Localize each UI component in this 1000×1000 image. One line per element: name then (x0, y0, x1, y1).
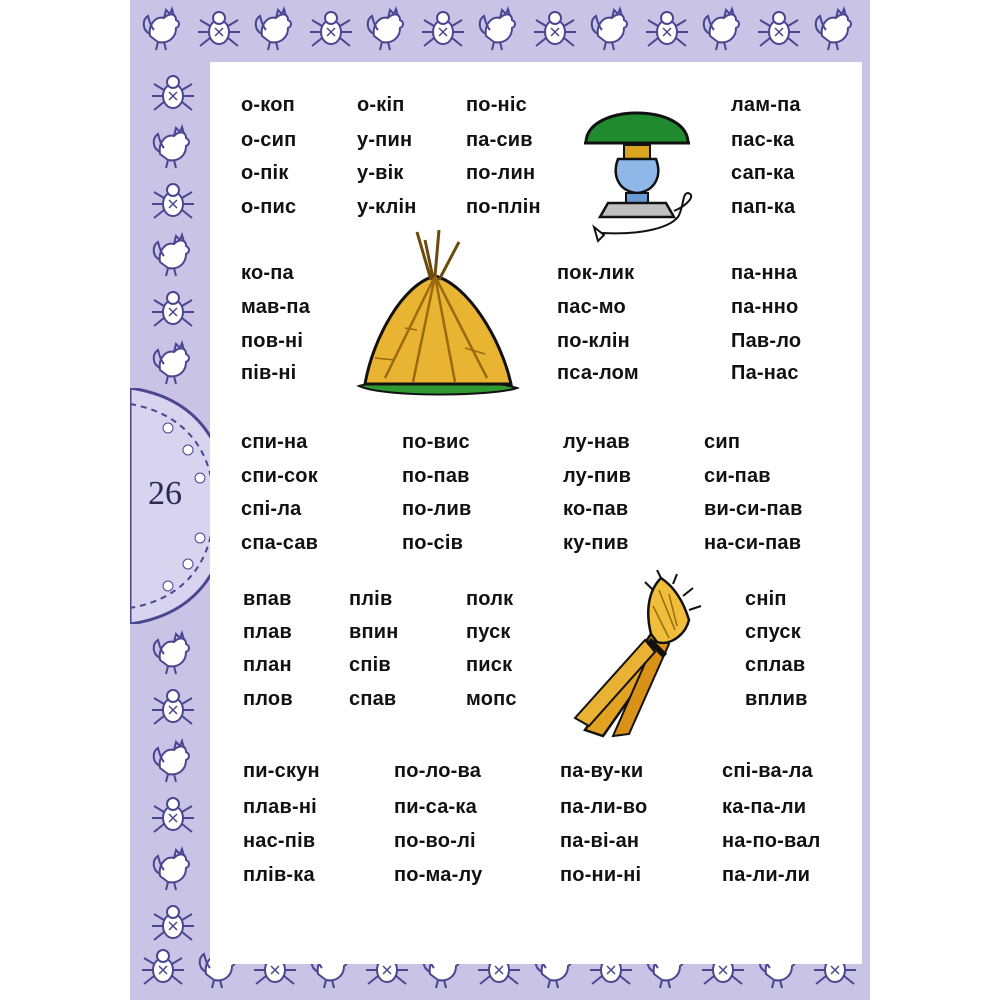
syllable-word: о-пік (241, 162, 289, 184)
syllable-word: о-коп (241, 94, 295, 116)
syllable-word: по-пав (402, 465, 470, 487)
rooster-icon (812, 6, 858, 52)
syllable-word: по-ло-ва (394, 760, 482, 782)
syllable-word: у-вік (357, 162, 404, 184)
spider-icon (150, 70, 196, 116)
rooster-icon (150, 340, 196, 386)
syllable-word: по-ма-лу (394, 864, 483, 886)
syllable-word: у-клін (357, 196, 417, 218)
syllable-word: пи-са-ка (394, 796, 477, 818)
syllable-word: лу-пив (563, 465, 632, 487)
syllable-word: пок-лик (557, 262, 635, 284)
syllable-word: па-ли-ли (722, 864, 811, 886)
rooster-icon (140, 6, 186, 52)
syllable-word: мав-па (241, 296, 311, 318)
haystack-icon (355, 228, 520, 400)
syllable-word: сап-ка (731, 162, 795, 184)
syllable-word: па-ву-ки (560, 760, 644, 782)
syllable-word: спав (349, 688, 397, 710)
syllable-word: Пав-ло (731, 330, 802, 352)
syllable-word: вплив (745, 688, 808, 710)
syllable-word: писк (466, 654, 513, 676)
syllable-word: пас-ка (731, 129, 795, 151)
syllable-word: по-ни-ні (560, 864, 642, 886)
syllable-word: па-сив (466, 129, 533, 151)
syllable-word: ви-си-пав (704, 498, 803, 520)
syllable-word: о-сип (241, 129, 297, 151)
syllable-word: плав-ні (243, 796, 317, 818)
syllable-word: план (243, 654, 292, 676)
syllable-word: си-пав (704, 465, 771, 487)
syllable-word: по-ніс (466, 94, 527, 116)
syllable-word: у-пин (357, 129, 413, 151)
rooster-icon (364, 6, 410, 52)
syllable-word: по-вис (402, 431, 470, 453)
syllable-word: плав (243, 621, 293, 643)
syllable-word: пуск (466, 621, 511, 643)
syllable-word: ко-пав (563, 498, 629, 520)
syllable-word: пап-ка (731, 196, 796, 218)
syllable-word: по-во-лі (394, 830, 476, 852)
syllable-word: плов (243, 688, 293, 710)
syllable-word: па-ві-ан (560, 830, 640, 852)
syllable-word: па-нна (731, 262, 798, 284)
lamp-icon (578, 95, 703, 245)
syllable-word: на-си-пав (704, 532, 802, 554)
syllable-word: плів-ка (243, 864, 315, 886)
syllable-word: сплав (745, 654, 806, 676)
syllable-word: по-сів (402, 532, 464, 554)
spider-icon (532, 6, 578, 52)
syllable-word: на-по-вал (722, 830, 821, 852)
syllable-word: Па-нас (731, 362, 799, 384)
spider-icon (150, 684, 196, 730)
rooster-icon (476, 6, 522, 52)
syllable-word: нас-пів (243, 830, 316, 852)
syllable-word: спів (349, 654, 391, 676)
syllable-word: по-клін (557, 330, 630, 352)
syllable-word: пів-ні (241, 362, 297, 384)
syllable-word: пса-лом (557, 362, 639, 384)
syllable-word: по-плін (466, 196, 541, 218)
syllable-word: спи-на (241, 431, 308, 453)
syllable-word: лам-па (731, 94, 801, 116)
syllable-word: спі-ва-ла (722, 760, 813, 782)
spider-icon (308, 6, 354, 52)
rooster-icon (150, 124, 196, 170)
syllable-word: впав (243, 588, 292, 610)
syllable-word: пов-ні (241, 330, 304, 352)
syllable-word: спа-сав (241, 532, 319, 554)
syllable-word: полк (466, 588, 514, 610)
spider-icon (756, 6, 802, 52)
syllable-word: пи-скун (243, 760, 320, 782)
syllable-word: спі-ла (241, 498, 302, 520)
spider-icon (150, 792, 196, 838)
syllable-word: ку-пив (563, 532, 629, 554)
spider-icon (196, 6, 242, 52)
spider-icon (420, 6, 466, 52)
syllable-word: па-нно (731, 296, 799, 318)
syllable-word: впин (349, 621, 399, 643)
syllable-word: мопс (466, 688, 517, 710)
rooster-icon (588, 6, 634, 52)
syllable-word: пас-мо (557, 296, 626, 318)
spider-icon (150, 900, 196, 946)
syllable-word: плів (349, 588, 393, 610)
spider-icon (150, 178, 196, 224)
syllable-word: лу-нав (563, 431, 630, 453)
rooster-icon (150, 846, 196, 892)
rooster-icon (150, 738, 196, 784)
rooster-icon (150, 630, 196, 676)
syllable-word: спи-сок (241, 465, 318, 487)
syllable-word: о-кіп (357, 94, 405, 116)
syllable-word: о-пис (241, 196, 297, 218)
syllable-word: ка-па-ли (722, 796, 807, 818)
syllable-word: по-лин (466, 162, 536, 184)
page-number: 26 (148, 475, 182, 512)
rooster-icon (700, 6, 746, 52)
rooster-icon (252, 6, 298, 52)
syllable-word: ко-па (241, 262, 294, 284)
rooster-icon (150, 232, 196, 278)
syllable-word: спуск (745, 621, 801, 643)
syllable-word: сип (704, 431, 741, 453)
syllable-word: по-лив (402, 498, 472, 520)
wheat-sheaf-icon (565, 570, 715, 740)
syllable-word: па-ли-во (560, 796, 648, 818)
spider-icon (150, 286, 196, 332)
spider-icon (644, 6, 690, 52)
spider-icon (140, 944, 186, 990)
syllable-word: сніп (745, 588, 787, 610)
